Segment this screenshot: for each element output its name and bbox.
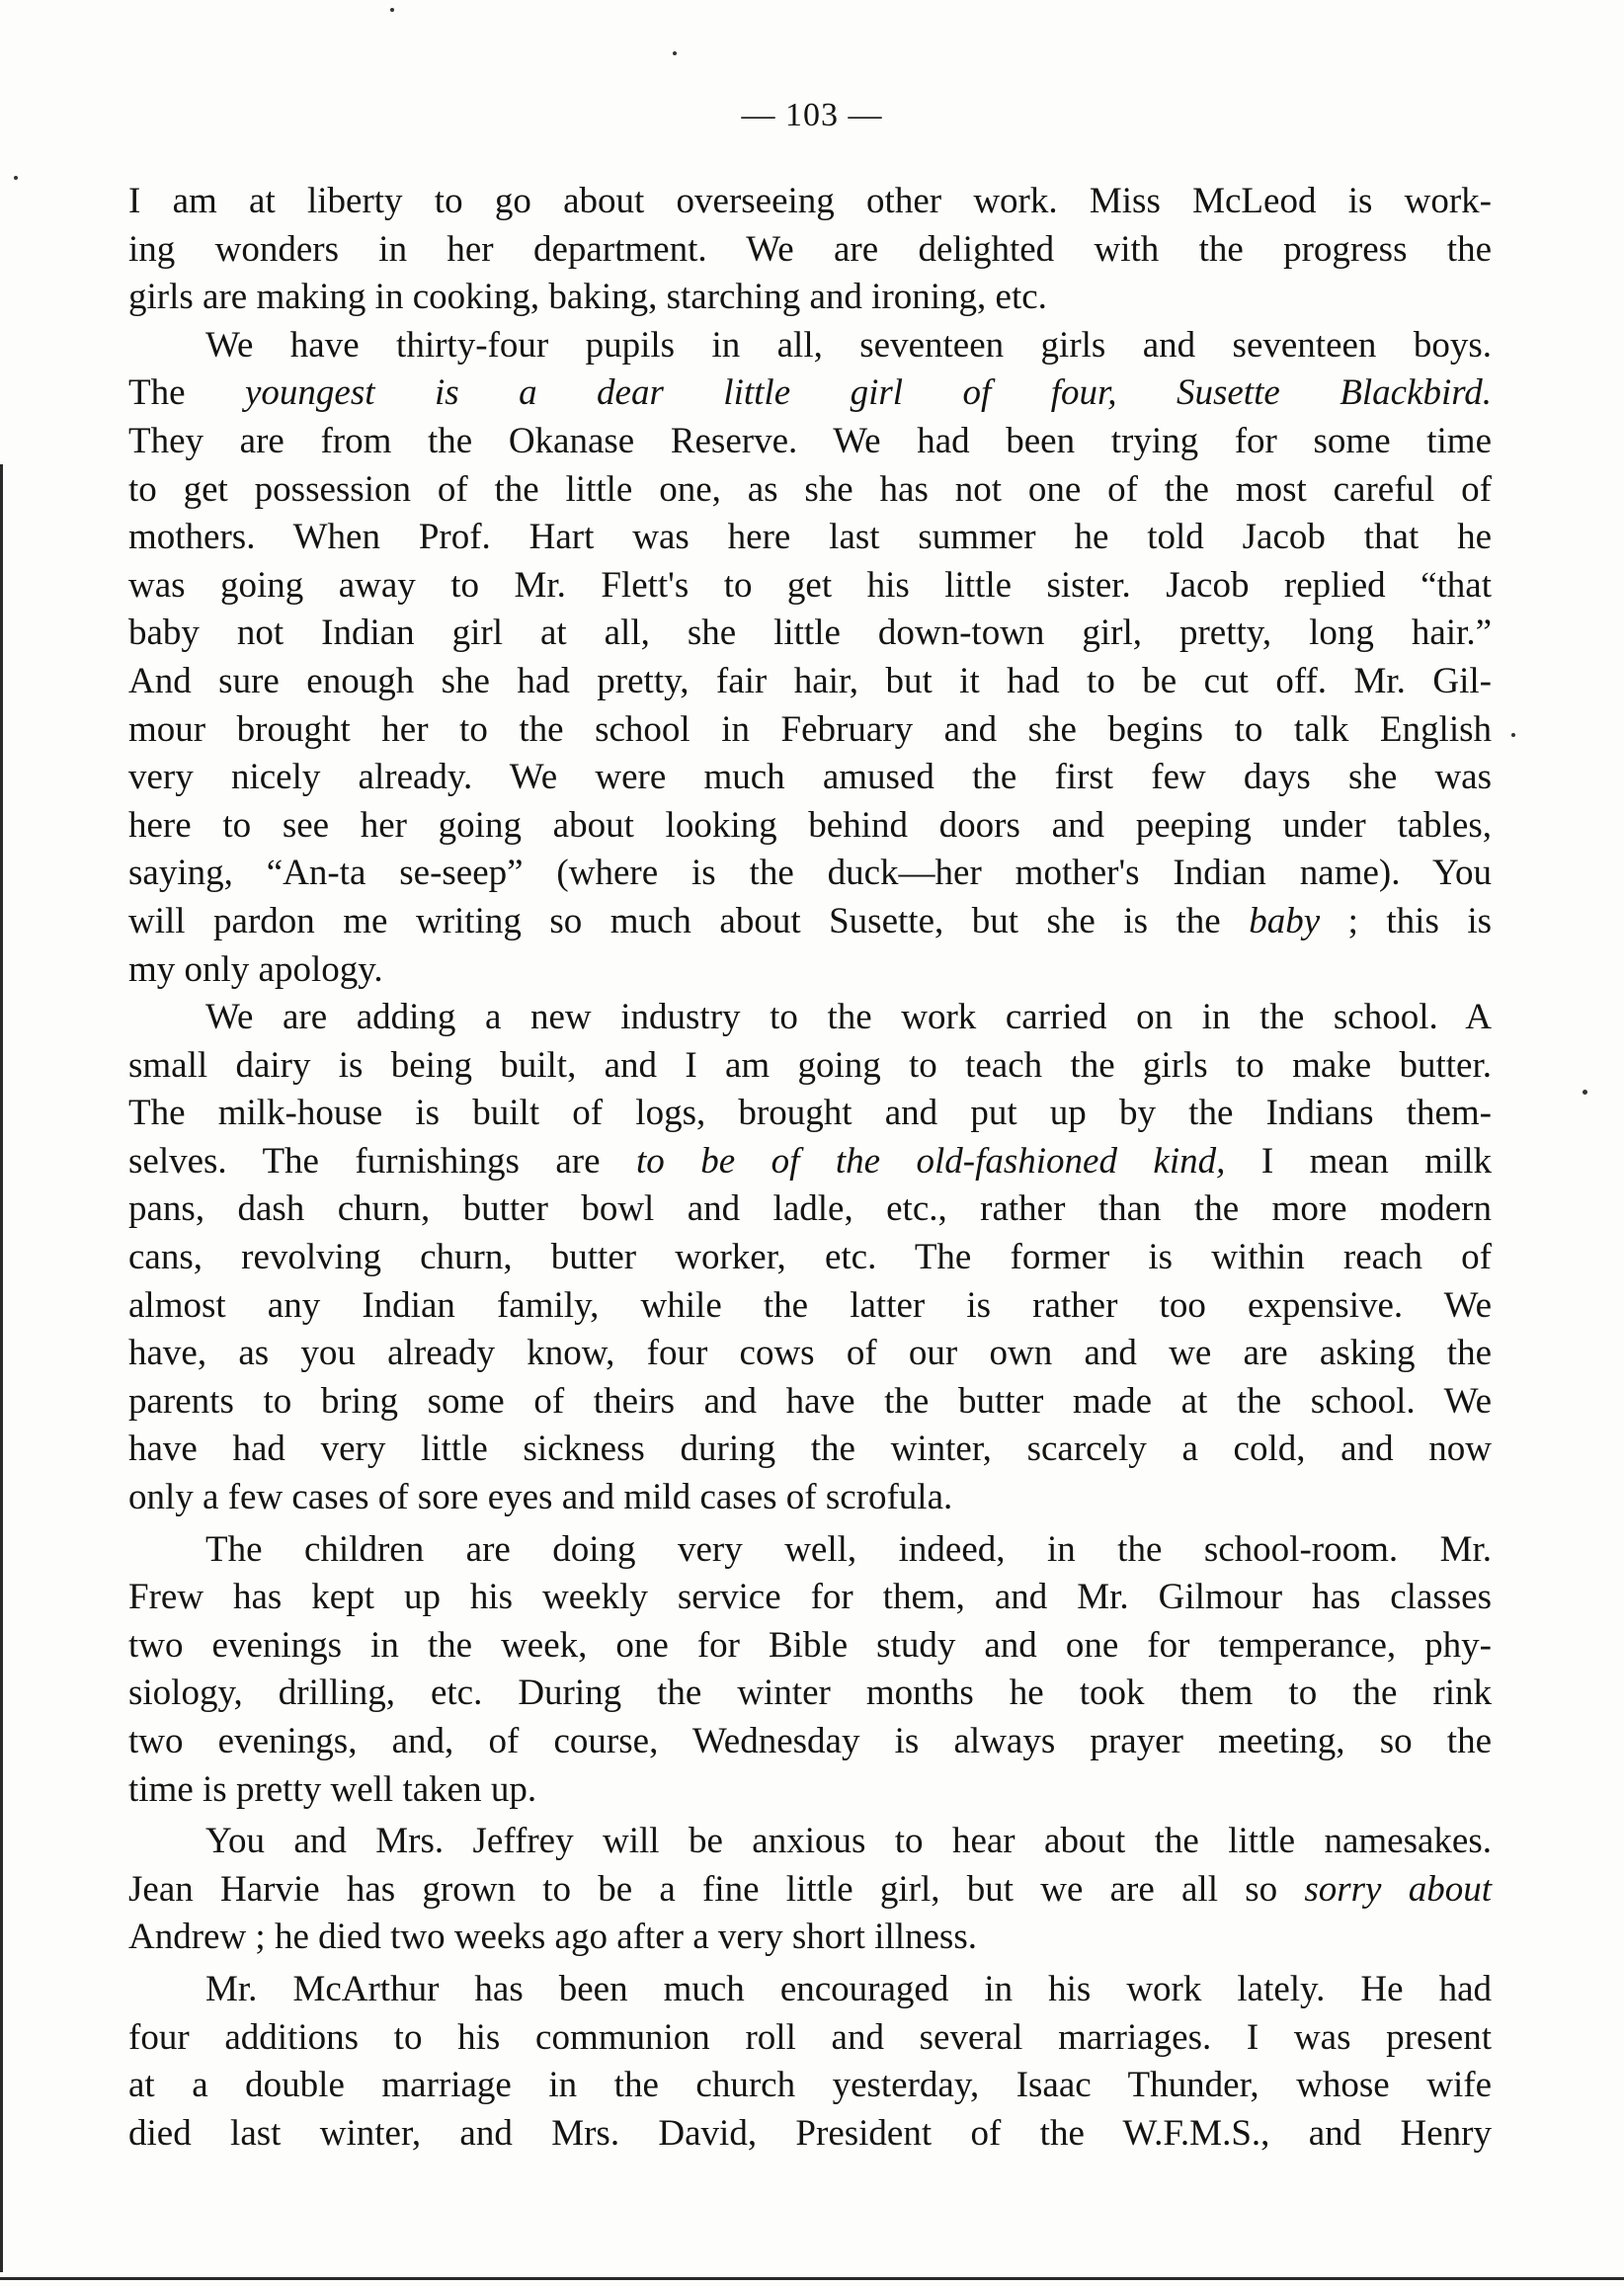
- text-line: Mr. McArthur has been much encouraged in his work lately. He had: [205, 1968, 1492, 2009]
- text-line: mothers. When Prof. Hart was here last summer he told Jacob that he: [128, 517, 1492, 558]
- italic-text: youngest is a dear little girl of four, Susette Blackbird.: [244, 372, 1493, 414]
- text-line: [128, 369, 1492, 418]
- italic-text: to be of the old-fashioned kind,: [636, 1140, 1226, 1182]
- text-line: The milk-house is built of logs, brought and put up by the Indians them-: [128, 1093, 1492, 1134]
- text-line: two evenings in the week, one for Bible study and one for temperance, phy-: [128, 1624, 1492, 1666]
- scan-speck: [14, 176, 18, 180]
- letter-body: [128, 178, 1492, 2158]
- text-line: [128, 898, 1492, 946]
- text-line: [128, 1138, 1492, 1186]
- scan-speck: [1511, 733, 1515, 737]
- text-line: at a double marriage in the church yesterday, Isaac Thunder, whose wife: [128, 2065, 1492, 2106]
- text-segment: will pardon me writing so much about Susette, but she is the: [128, 900, 1221, 941]
- italic-text: baby: [1249, 900, 1321, 941]
- text-line: to get possession of the little one, as she has not one of the most careful of: [128, 468, 1492, 510]
- text-line: almost any Indian family, while the latter is rather too expensive. We: [128, 1284, 1492, 1326]
- italic-text: sorry about: [1304, 1868, 1492, 1910]
- text-line: We are adding a new industry to the work carried on in the school. A: [205, 997, 1492, 1038]
- text-line: baby not Indian girl at all, she little down-town girl, pretty, long hair.”: [128, 613, 1492, 654]
- text-line: cans, revolving churn, butter worker, etc. The former is within reach of: [128, 1237, 1492, 1278]
- text-line: was going away to Mr. Flett's to get his little sister. Jacob replied “that: [128, 564, 1492, 606]
- text-line: have had very little sickness during the winter, scarcely a cold, and now: [128, 1429, 1492, 1470]
- text-line: pans, dash churn, butter bowl and ladle, etc., rather than the more modern: [128, 1188, 1492, 1230]
- scan-speck: [673, 51, 677, 55]
- text-line: The children are doing very well, indeed, in the school-room. Mr.: [205, 1528, 1492, 1570]
- text-line: two evenings, and, of course, Wednesday is always prayer meeting, so the: [128, 1721, 1492, 1761]
- text-line: siology, drilling, etc. During the winter months he took them to the rink: [128, 1673, 1492, 1714]
- text-line: You and Mrs. Jeffrey will be anxious to hear about the little namesakes.: [205, 1821, 1492, 1862]
- text-line: four additions to his communion roll and several marriages. I was present: [128, 2016, 1492, 2058]
- text-line: saying, “An-ta se-seep” (where is the duck—her mother's Indian name). You: [128, 853, 1492, 894]
- text-line: ing wonders in her department. We are delighted with the progress the: [128, 228, 1492, 270]
- text-line: time is pretty well taken up.: [128, 1768, 537, 1810]
- text-line: Andrew ; he died two weeks ago after a very short illness.: [128, 1917, 977, 1958]
- text-line: Frew has kept up his weekly service for them, and Mr. Gilmour has classes: [128, 1577, 1492, 1618]
- text-line: my only apology.: [128, 948, 383, 990]
- text-segment: I mean milk: [1260, 1140, 1492, 1182]
- text-line: here to see her going about looking behind doors and peeping under tables,: [128, 804, 1492, 846]
- text-line: very nicely already. We were much amused the first few days she was: [128, 757, 1492, 798]
- text-segment: Jean Harvie has grown to be a fine little girl, but we are all so: [128, 1868, 1278, 1910]
- text-line: died last winter, and Mrs. David, President of the W.F.M.S., and Henry: [128, 2112, 1492, 2154]
- text-line: They are from the Okanase Reserve. We had been trying for some time: [128, 420, 1492, 461]
- text-line: have, as you already know, four cows of our own and we are asking the: [128, 1333, 1492, 1374]
- text-line: mour brought her to the school in February and she begins to talk English: [128, 708, 1492, 750]
- scan-speck: [390, 8, 394, 12]
- left-margin-rule: [0, 464, 3, 2272]
- bottom-edge-rule: [0, 2277, 1624, 2280]
- text-segment: ; this is: [1347, 900, 1493, 941]
- text-line: [128, 1866, 1492, 1915]
- text-line: And sure enough she had pretty, fair hair, but it had to be cut off. Mr. Gil-: [128, 660, 1492, 701]
- page-number: — 103 —: [741, 97, 883, 133]
- text-line: small dairy is being built, and I am going to teach the girls to make butter.: [128, 1044, 1492, 1086]
- scan-speck: [1583, 1090, 1587, 1095]
- text-line: parents to bring some of theirs and have the butter made at the school. We: [128, 1380, 1492, 1422]
- text-line: only a few cases of sore eyes and mild cases of scrofula.: [128, 1477, 953, 1518]
- text-segment: The: [128, 372, 245, 414]
- text-line: I am at liberty to go about overseeing other work. Miss McLeod is work-: [128, 181, 1492, 221]
- text-segment: selves. The furnishings are: [128, 1140, 601, 1182]
- text-line: We have thirty-four pupils in all, seventeen girls and seventeen boys.: [205, 324, 1492, 366]
- text-line: girls are making in cooking, baking, starching and ironing, etc.: [128, 277, 1047, 318]
